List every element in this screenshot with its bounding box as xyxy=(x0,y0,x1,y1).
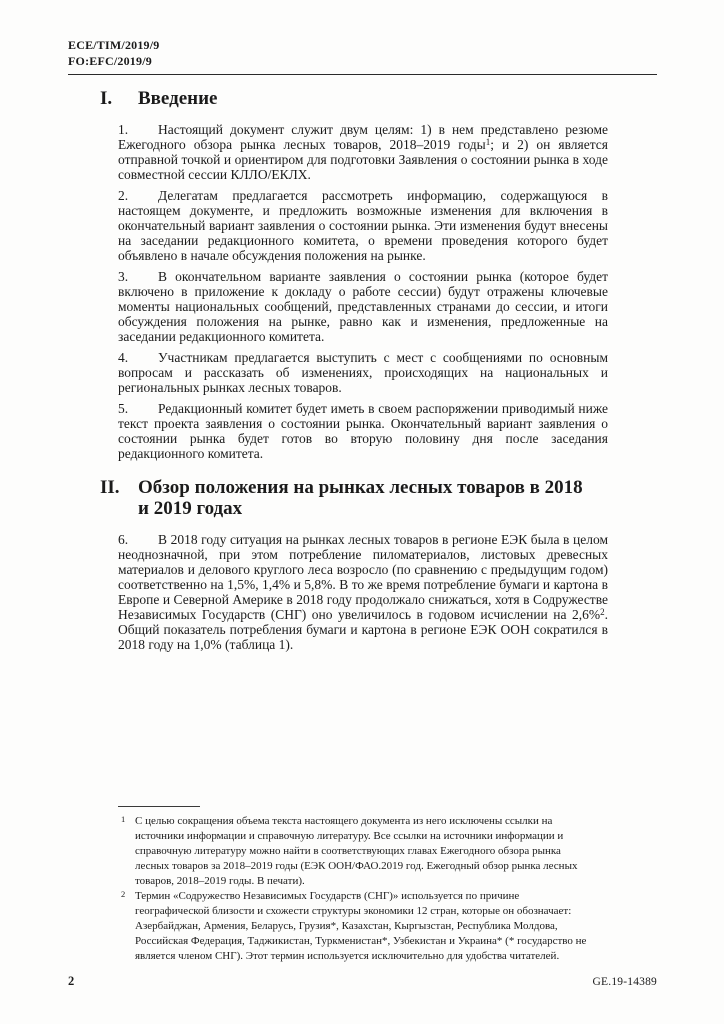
section-title: Введение xyxy=(138,88,218,109)
paragraph-text: . Общий показатель потребления бумаги и картона в регионе ЕЭК ООН сократился в 2018 году на 1,0% (таблица 1). xyxy=(118,607,608,652)
paragraph-text: ; и 2) он является отправной точкой и ориентиром для подготовки Заявления о состоянии рынка в ходе совместной сессии КЛЛО/ЕКЛХ. xyxy=(118,137,608,182)
doc-symbols xyxy=(68,37,159,69)
paragraph-text: Редакционный комитет будет иметь в своем распоряжении приводимый ниже текст проекта заявления о состоянии рынка. Окончательный вариант заявления о состоянии рынка будет готов во вторую половину дня после заседания редакционного комитета. xyxy=(118,401,608,461)
footnote-ref-1: 1 xyxy=(485,137,491,147)
footnote-text: Термин «Содружество Независимых Государств (СНГ)» используется по причине географической близости и схожести структуры экономики 12 стран, которые он обозначает: Азербайджан, Армения, Беларусь, Грузия*, Казахстан, Кыргызстан, Республика Молдова, Российская Федерация, Таджикистан, Туркменистан*, Узбекистан и Украина* (* государство не является членом СНГ). Этот термин используется исключительно для удобства читателей. xyxy=(135,890,587,962)
paragraph-5 xyxy=(118,401,608,461)
footnotes-section xyxy=(100,806,608,964)
section-heading-market-overview xyxy=(100,477,608,519)
doc-symbol-line2: FO:EFC/2019/9 xyxy=(68,54,152,68)
footnote-marker: 2 xyxy=(121,889,126,899)
page-footer xyxy=(68,974,657,989)
footnote-2 xyxy=(118,889,592,964)
document-body xyxy=(100,88,608,658)
footnote-marker: 1 xyxy=(121,814,126,824)
doc-symbol-line1: ECE/TIM/2019/9 xyxy=(68,38,160,52)
paragraph-3 xyxy=(118,269,608,344)
paragraph-2 xyxy=(118,188,608,263)
paragraph-text: В окончательном варианте заявления о состоянии рынка (которое будет включено в приложение к докладу о работе сессии) будут отражены ключевые моменты национальных сообщений, представленных странами до сессии, и итоги обсуждения положения на рынке, равно как и изменения, предложенные на заседании редакционного комитета. xyxy=(118,269,608,344)
paragraph-number: 2. xyxy=(118,188,129,203)
section-title-line1: Обзор положения на рынках лесных товаров в 2018 xyxy=(138,477,583,498)
job-number: GE.19-14389 xyxy=(592,976,657,988)
section-numeral: I. xyxy=(100,88,113,109)
paragraph-number: 6. xyxy=(118,532,129,547)
paragraph-4 xyxy=(118,350,608,395)
paragraph-1 xyxy=(118,122,608,182)
section-title xyxy=(138,477,608,519)
footnote-text: С целью сокращения объема текста настоящего документа из него исключены ссылки на источники информации и справочную литературу. Все ссылки на источники информации и справочную литературу можно найти в соответствующих главах Ежегодного обзора рынка лесных товаров за 2018–2019 годы (ЕЭК ООН/ФАО.2019 год. Ежегодный обзор рынка лесных товаров, 2018–2019 годы. В печати). xyxy=(135,815,578,887)
section-numeral: II. xyxy=(100,477,120,498)
footnote-1 xyxy=(118,814,592,889)
paragraph-text: Делегатам предлагается рассмотреть информацию, содержащуюся в настоящем документе, и предложить возможные изменения для включения в окончательный вариант заявления о состоянии рынка. Эти изменения будут внесены на заседании редакционного комитета, о времени проведения которого будет объявлено в начале обсуждения положения на рынке. xyxy=(118,188,608,263)
paragraph-number: 5. xyxy=(118,401,129,416)
paragraph-text: Настоящий документ служит двум целям: 1) в нем представлено резюме Ежегодного обзора рынка лесных товаров, 2018–2019 годы xyxy=(118,122,608,152)
paragraph-6 xyxy=(118,532,608,652)
paragraph-number: 1. xyxy=(118,122,129,137)
paragraph-number: 4. xyxy=(118,350,129,365)
footnote-ref-2: 2 xyxy=(600,607,605,617)
paragraph-text: В 2018 году ситуация на рынках лесных товаров в регионе ЕЭК была в целом неоднозначной, при этом потребление пиломатериалов, листовых древесных материалов и делового круглого леса возросло (по сравнению с предыдущим годом) соответственно на 1,5%, 1,4% и 5,8%. В то же время потребление бумаги и картона в Европе и Северной Америке в 2018 году продолжало снижаться, хотя в Содружестве Независимых Государств (СНГ) оно увеличилось в годовом исчислении на 2,6% xyxy=(118,532,608,622)
header-rule xyxy=(68,74,657,75)
section-title-line2: и 2019 годах xyxy=(138,498,243,519)
page-number: 2 xyxy=(68,974,75,988)
paragraph-number: 3. xyxy=(118,269,129,284)
section-heading-introduction xyxy=(100,88,608,109)
paragraph-text: Участникам предлагается выступить с мест с сообщениями по основным вопросам и рассказать об изменениях, происходящих на национальных и региональных рынках лесных товаров. xyxy=(118,350,608,395)
footnote-separator xyxy=(118,806,200,807)
